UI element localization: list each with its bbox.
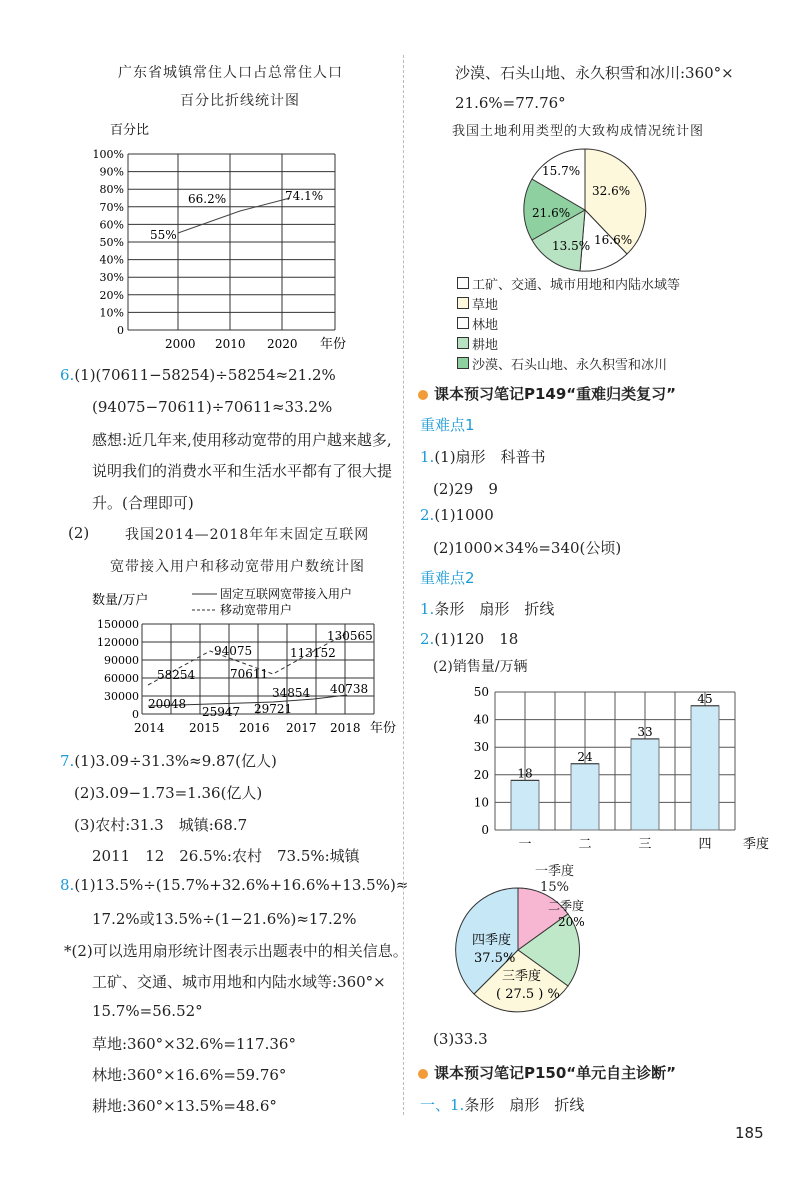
chart1-label-2020: 74.1%	[285, 189, 324, 203]
chart2-mobile-label: 70611	[230, 667, 269, 681]
q6-line2: (94075−70611)÷70611≈33.2%	[92, 398, 333, 416]
chart2-title-line2: 宽带接入用户和移动宽带用户数统计图	[110, 559, 365, 575]
k1-line1: (1)扇形 科普书	[434, 448, 546, 466]
key-point-1: 重难点1	[420, 416, 475, 434]
pie1-label: 21.6%	[532, 206, 571, 220]
chart1-xtick: 2000	[165, 337, 196, 351]
q6-line1: (1)(70611−58254)÷58254≈21.2%	[74, 366, 336, 384]
chart2-legend-fixed: 固定互联网宽带接入用户	[220, 587, 353, 601]
bar-ytick: 20	[473, 767, 489, 782]
chart1-ytick: 0	[117, 324, 124, 337]
svg-text:2018: 2018	[330, 721, 361, 735]
chart2-fixed-label: 29721	[254, 702, 293, 716]
k1-line2: (2)29 9	[433, 480, 498, 498]
chart1-line-chart	[90, 118, 370, 358]
q7-line2: (2)3.09−1.73=1.36(亿人)	[74, 784, 263, 802]
pie1-label: 13.5%	[552, 239, 591, 253]
chart2-legend-mobile: 移动宽带用户	[220, 603, 293, 617]
q6-part2: (2)	[68, 524, 90, 542]
q6-line5: 升。(合理即可)	[92, 494, 194, 512]
q6-line3: 感想:近几年来,使用移动宽带的用户越来越多,	[92, 431, 392, 449]
chart1-label-2000: 55%	[150, 228, 177, 242]
chart1-ytick: 10%	[99, 306, 124, 320]
chart2-ytick: 30000	[104, 690, 139, 703]
svg-text:37.5%: 37.5%	[474, 951, 516, 966]
bar-value-label: 24	[577, 749, 593, 764]
chart1-xtick: 2020	[267, 337, 298, 351]
chart2-ytick: 60000	[104, 672, 139, 685]
q6-line4: 说明我们的消费水平和生活水平都有了很大提	[92, 462, 393, 480]
chart1-ytick: 20%	[99, 288, 124, 302]
pie1-chart	[520, 145, 650, 275]
svg-text:2016: 2016	[239, 721, 270, 735]
chart2-mobile-label: 58254	[157, 668, 196, 682]
svg-text:20%: 20%	[558, 915, 585, 929]
chart2-title-line1: 我国2014—2018年年末固定互联网	[125, 527, 370, 543]
chart1-ytick: 50%	[99, 236, 124, 249]
chart2-fixed-label: 20048	[148, 697, 187, 711]
chart1-title-line1: 广东省城镇常住人口占总常住人口	[118, 65, 343, 81]
chart2-ytick: 150000	[97, 618, 139, 631]
chart1-xtick: 2010	[215, 337, 246, 351]
q8-line3: *(2)可以选用扇形统计图表示出题表中的相关信息。	[64, 942, 408, 960]
bar-category-label: 四	[698, 837, 712, 852]
chart2-mobile-label: 130565	[327, 629, 373, 643]
page-number: 185	[735, 1124, 764, 1142]
k2-line1: 条形 扇形 折线	[434, 600, 555, 618]
chart2-xlabel: 年份	[370, 721, 397, 736]
bar-ytick: 30	[473, 740, 489, 755]
last-line: 条形 扇形 折线	[464, 1096, 585, 1114]
q7-number: 7.	[60, 752, 75, 770]
chart1-ytick: 70%	[99, 200, 124, 214]
k2-line2: (1)120 18	[434, 630, 519, 648]
k2-line3: (3)33.3	[433, 1030, 488, 1048]
bar-value-label: 33	[637, 724, 653, 739]
svg-text:2017: 2017	[286, 721, 317, 735]
pie2-chart	[450, 860, 610, 1020]
chart1-ytick: 80%	[99, 183, 124, 197]
chart1-ytick: 100%	[92, 148, 124, 161]
chart2-mobile-label: 94075	[214, 644, 253, 658]
bar-value-label: 45	[697, 691, 713, 706]
chart1-ytick: 60%	[99, 218, 124, 232]
bar-ytick: 50	[473, 685, 489, 699]
pie1-label: 32.6%	[592, 184, 631, 198]
chart2-ytick: 0	[132, 708, 139, 721]
k1-line4: (2)1000×34%=340(公顷)	[433, 539, 622, 557]
bar-ytick: 0	[481, 823, 489, 837]
chart2-ylabel: 数量/万户	[92, 593, 149, 608]
chart2-line-chart	[62, 582, 402, 742]
bar-chart	[470, 680, 770, 852]
chart2-mobile-label: 113152	[290, 646, 336, 660]
pie2-q1-label: 一季度 15%	[535, 864, 575, 895]
bar-xlabel: 季度	[743, 837, 770, 852]
pie1-label: 16.6%	[594, 233, 633, 247]
chart2-fixed-label: 34854	[272, 686, 311, 700]
q8-line8: 耕地:360°×13.5%=48.6°	[92, 1097, 277, 1115]
bar-一	[511, 780, 539, 830]
q8-line5: 15.7%=56.52°	[92, 1002, 203, 1020]
chart2-fixed-label: 40738	[330, 682, 369, 696]
key-point-2: 重难点2	[420, 569, 475, 587]
chart1-ylabel: 百分比	[110, 123, 150, 138]
chart2-ytick: 90000	[104, 654, 139, 667]
chart2-ytick: 120000	[97, 636, 139, 649]
svg-text:二季度: 二季度	[548, 899, 585, 913]
q8-line6: 草地:360°×32.6%=117.36°	[92, 1035, 296, 1053]
chart1-ytick: 30%	[99, 271, 124, 285]
section-heading-p150: 课本预习笔记P150“单元自主诊断”	[418, 1062, 676, 1083]
svg-text:( 27.5 ) %: ( 27.5 ) %	[496, 987, 560, 1002]
pie1-legend: 工矿、交通、城市用地和内陆水域等 草地 林地 耕地 沙漠、石头山地、永久积雪和冰川	[457, 276, 680, 376]
bar-四	[691, 706, 719, 830]
q6-number: 6.	[60, 366, 75, 384]
q8-line4: 工矿、交通、城市用地和内陆水域等:360°×	[92, 973, 386, 991]
chart1-title-line2: 百分比折线统计图	[180, 93, 300, 109]
pie1-title: 我国土地利用类型的大致构成情况统计图	[452, 124, 705, 139]
bar-ytick: 10	[473, 795, 489, 810]
bar-value-label: 18	[517, 766, 533, 781]
q7-line4: 2011 12 26.5%:农村 73.5%:城镇	[92, 847, 360, 865]
svg-text:2014: 2014	[134, 721, 165, 735]
chart1-label-2010: 66.2%	[188, 192, 227, 206]
q7-line1: (1)3.09÷31.3%≈9.87(亿人)	[74, 752, 277, 770]
chart1-ytick: 90%	[99, 165, 124, 179]
bar-category-label: 三	[638, 837, 652, 852]
pie1-label: 15.7%	[542, 164, 581, 178]
bar-category-label: 二	[578, 837, 592, 852]
chart1-ytick: 40%	[99, 253, 124, 267]
q8-number: 8.	[60, 876, 75, 894]
svg-text:2015: 2015	[189, 721, 220, 735]
q8-line7: 林地:360°×16.6%=59.76°	[92, 1066, 287, 1084]
bar-二	[571, 764, 599, 830]
section-heading-p149: 课本预习笔记P149“重难归类复习”	[418, 383, 676, 404]
q8-line1: (1)13.5%÷(15.7%+32.6%+16.6%+13.5%)≈	[74, 876, 409, 894]
q8-line2: 17.2%或13.5%÷(1−21.6%)≈17.2%	[92, 910, 357, 928]
column-divider	[403, 55, 404, 1115]
chart2-fixed-label: 25947	[202, 705, 241, 719]
bar-ytick: 40	[473, 712, 489, 727]
bar-ylabel: (2)销售量/万辆	[433, 659, 528, 675]
q7-line3: (3)农村:31.3 城镇:68.7	[74, 816, 248, 834]
bar-三	[631, 739, 659, 830]
bar-category-label: 一	[518, 837, 532, 852]
svg-text:四季度: 四季度	[472, 933, 512, 948]
k1-line3: (1)1000	[434, 506, 494, 524]
svg-text:三季度: 三季度	[502, 969, 542, 984]
right-top-line1: 沙漠、石头山地、永久积雪和冰川:360°×	[455, 64, 734, 82]
chart1-xlabel: 年份	[320, 337, 347, 352]
right-top-line2: 21.6%=77.76°	[455, 94, 566, 112]
